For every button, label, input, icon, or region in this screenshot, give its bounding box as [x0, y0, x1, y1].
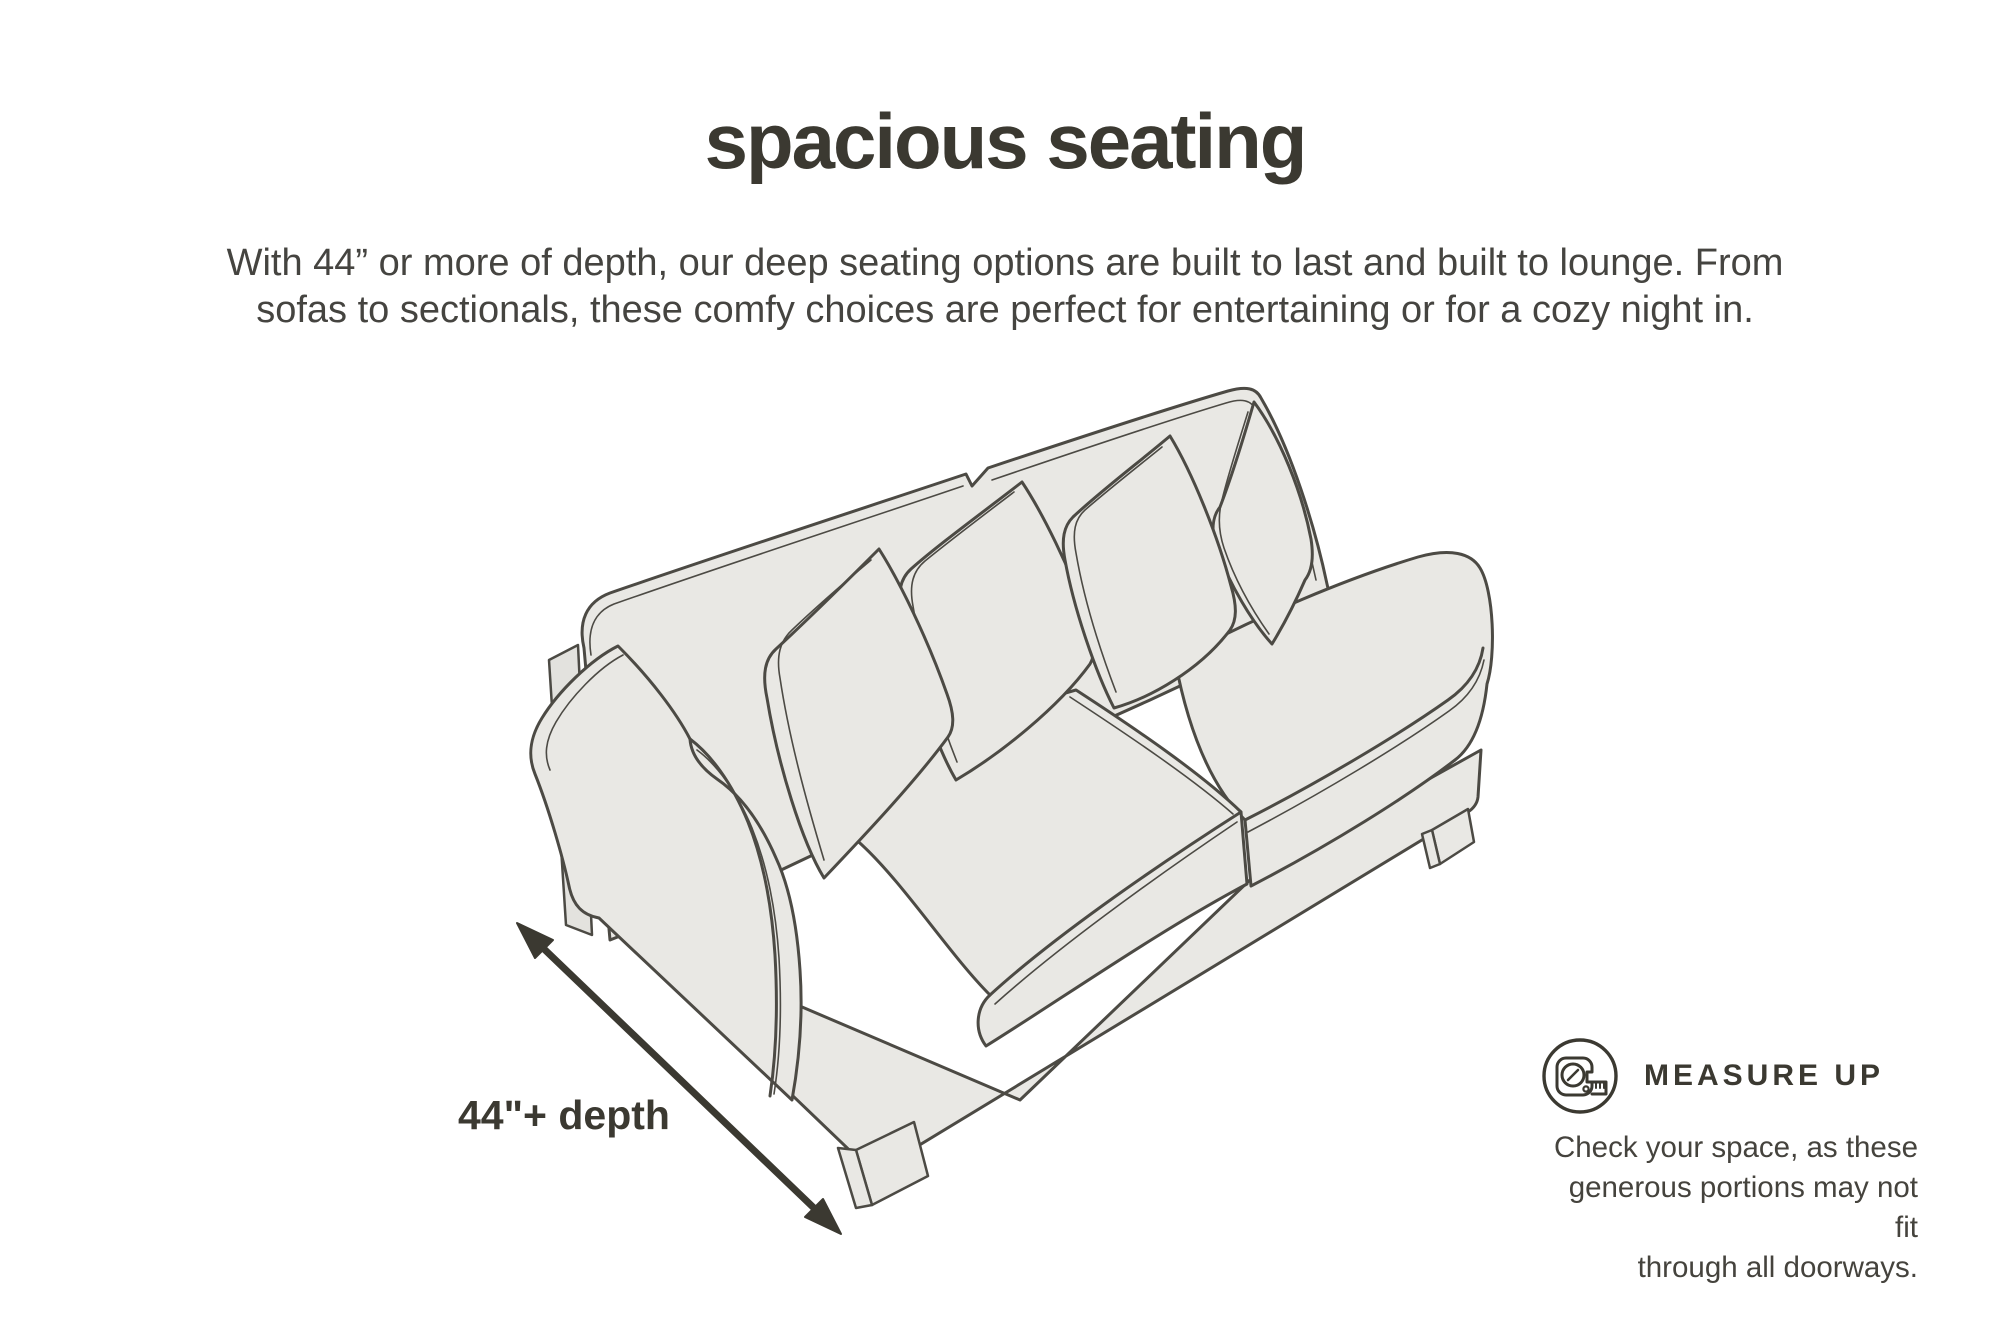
measure-up-header — [1540, 1036, 1920, 1116]
page-title: spacious seating — [704, 97, 1306, 185]
depth-dimension-label: 44"+ depth — [458, 1092, 670, 1138]
measure-up-section — [1540, 1036, 1920, 1288]
tape-measure-icon — [1540, 1036, 1620, 1116]
measure-up-note — [1540, 1128, 1918, 1288]
measure-up-note-line-3: through all doorways. — [1637, 1251, 1918, 1284]
intro-line-2: sofas to sectionals, these comfy choices are perfect for entertaining or for a cozy night in. — [256, 289, 1754, 331]
intro-line-1: With 44” or more of depth, our deep seating options are built to last and built to lounge. From — [226, 242, 1784, 284]
measure-up-title: MEASURE UP — [1644, 1059, 1885, 1092]
measure-up-note-line-1: Check your space, as these — [1553, 1131, 1918, 1164]
measure-up-note-line-2: generous portions may not fit — [1568, 1171, 1918, 1244]
